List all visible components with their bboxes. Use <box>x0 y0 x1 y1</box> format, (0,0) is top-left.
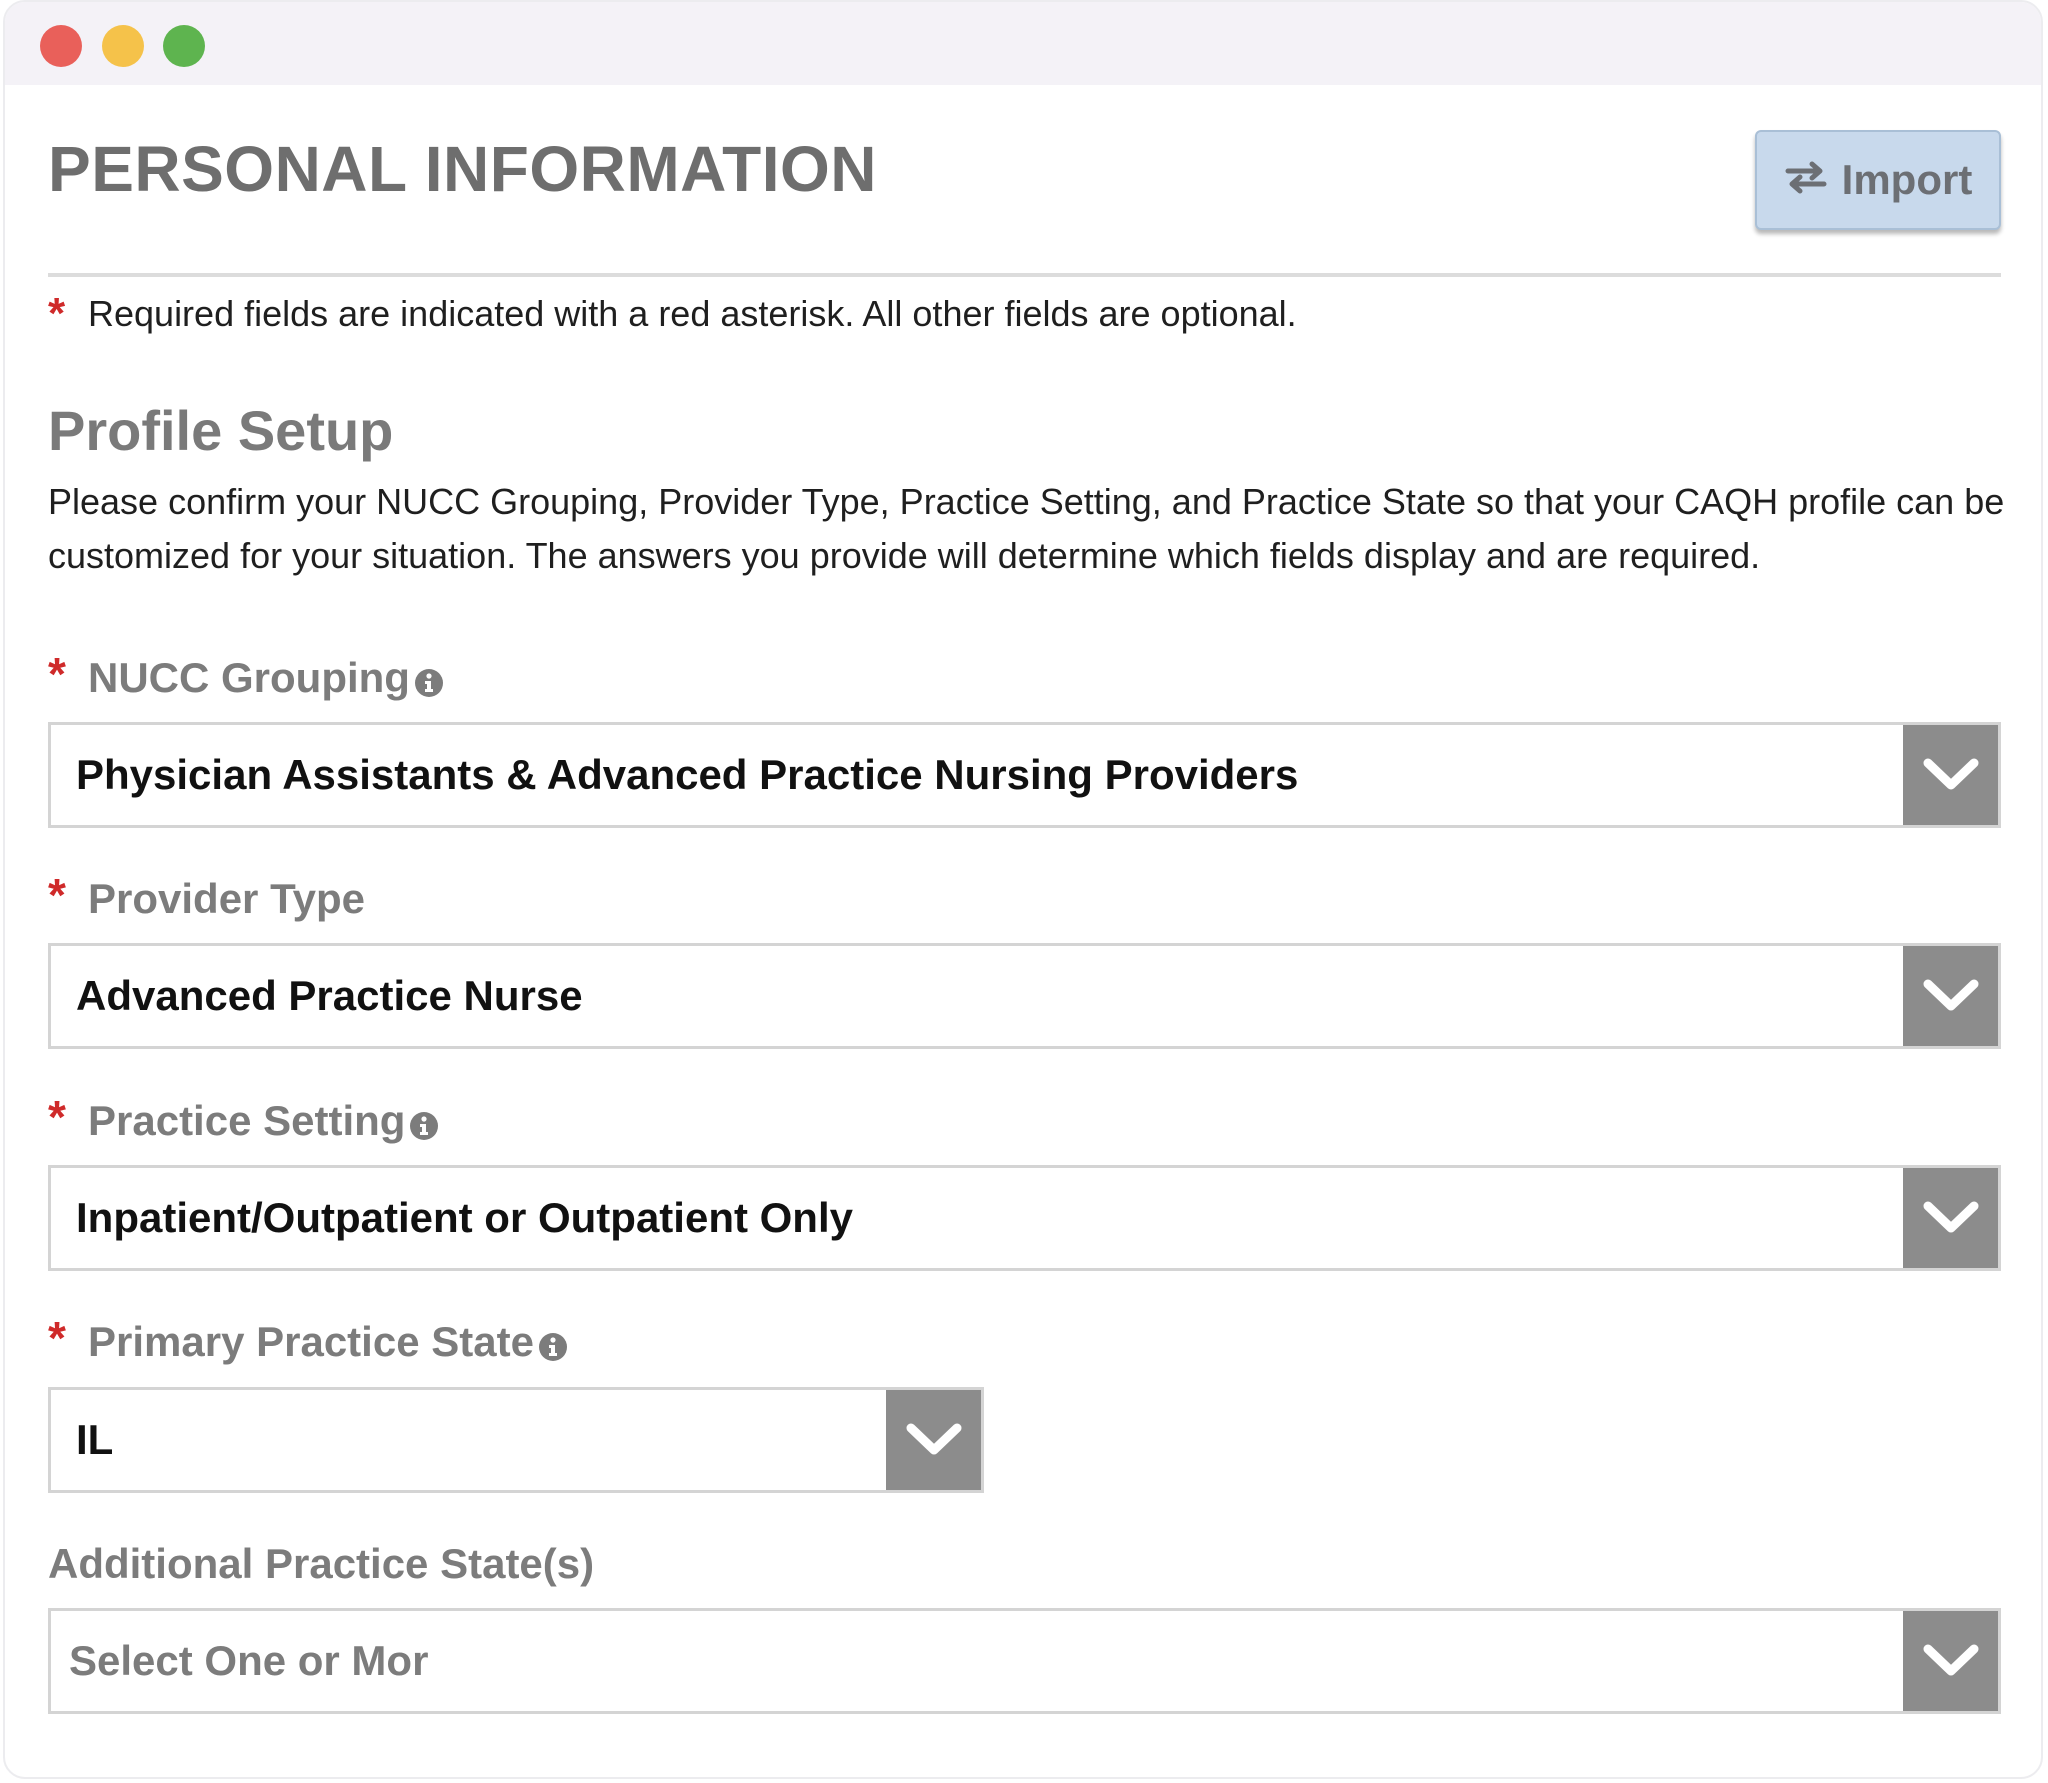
chevron-down-icon[interactable] <box>1903 1611 1998 1711</box>
section-title: Profile Setup <box>48 399 394 462</box>
required-asterisk-icon: * <box>48 1312 66 1364</box>
practice-setting-label-text: Practice Setting <box>88 1097 406 1144</box>
info-icon[interactable] <box>538 1327 568 1357</box>
chevron-down-icon[interactable] <box>1903 946 1998 1046</box>
provider-type-select[interactable] <box>48 943 2001 1049</box>
nucc-grouping-select[interactable] <box>48 722 2001 828</box>
required-asterisk-icon: * <box>48 289 66 338</box>
required-asterisk-icon: * <box>48 869 66 921</box>
provider-type-value: Advanced Practice Nurse <box>76 972 583 1019</box>
info-icon[interactable] <box>409 1106 439 1136</box>
page-title: PERSONAL INFORMATION <box>48 133 877 205</box>
chevron-down-icon[interactable] <box>1903 1168 1998 1268</box>
additional-practice-states-label <box>48 1540 595 1587</box>
nucc-grouping-label-text: NUCC Grouping <box>88 654 410 701</box>
app-window <box>3 0 2043 1779</box>
close-window-button[interactable] <box>40 25 82 67</box>
required-asterisk-icon: * <box>48 1091 66 1143</box>
provider-type-label-text: Provider Type <box>88 875 365 922</box>
required-fields-note <box>48 289 1297 339</box>
zoom-window-button[interactable] <box>163 25 205 67</box>
nucc-grouping-label <box>48 648 444 701</box>
required-asterisk-icon: * <box>48 648 66 700</box>
chevron-down-icon[interactable] <box>886 1390 981 1490</box>
primary-practice-state-label <box>48 1312 568 1365</box>
primary-practice-state-value: IL <box>76 1416 114 1463</box>
required-fields-note-text: Required fields are indicated with a red asterisk. All other fields are optional. <box>88 293 1297 334</box>
minimize-window-button[interactable] <box>102 25 144 67</box>
import-button-label: Import <box>1841 156 1973 203</box>
practice-setting-value: Inpatient/Outpatient or Outpatient Only <box>76 1194 853 1241</box>
additional-practice-states-placeholder: Select One or Mor <box>69 1637 429 1684</box>
info-icon[interactable] <box>414 663 444 693</box>
section-description: Please confirm your NUCC Grouping, Provider Type, Practice Setting, and Practice State so that your CAQH profile can be customized for your situation. The answers you provide will determine which fields display and are required. <box>48 481 2005 576</box>
title-bar <box>5 2 2041 85</box>
swap-arrows-icon <box>1784 156 1828 204</box>
import-button[interactable] <box>1755 130 2001 230</box>
primary-practice-state-label-text: Primary Practice State <box>88 1318 534 1365</box>
primary-practice-state-select[interactable] <box>48 1387 984 1493</box>
nucc-grouping-value: Physician Assistants & Advanced Practice Nursing Providers <box>76 751 1299 798</box>
practice-setting-label <box>48 1091 439 1144</box>
chevron-down-icon[interactable] <box>1903 725 1998 825</box>
personal-information-form <box>5 85 2041 1777</box>
additional-practice-states-select[interactable] <box>48 1608 2001 1714</box>
practice-setting-select[interactable] <box>48 1165 2001 1271</box>
provider-type-label <box>48 869 365 922</box>
additional-practice-states-label-text: Additional Practice State(s) <box>48 1540 595 1587</box>
header-divider <box>48 273 2001 277</box>
